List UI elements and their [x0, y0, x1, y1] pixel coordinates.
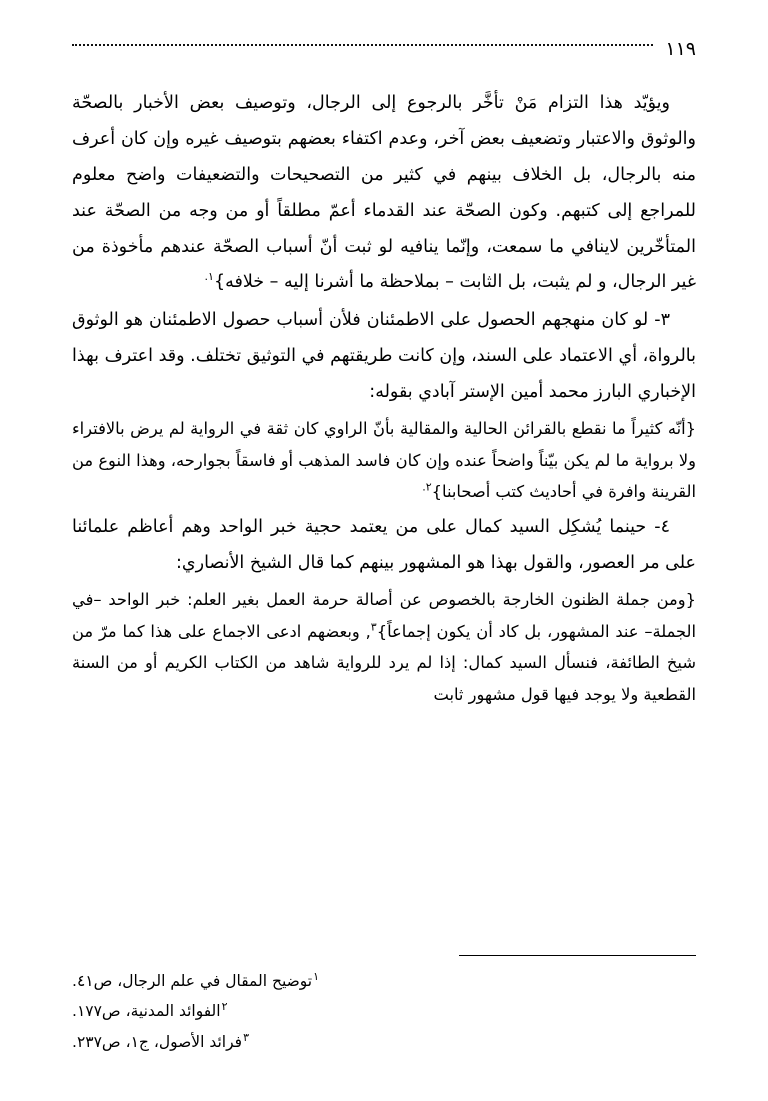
quote-1-text: {أنّه كثيراً ما نقطع بالقرائن الحالية والمقالية بأنّ الراوي كان ثقة في الرواية لم يرض بالافتراء ولا برواية ما لم يكن بيّناً واضحاً عنده وإن كان فاسد المذهب أو فاسقاً بجوارحه، وهذا النوع من القرينة وافرة في أحاديث كتب أصحابنا}	[72, 418, 696, 502]
footnote-text: الفوائد المدنية، ص١٧٧.	[72, 1002, 221, 1021]
paragraph-1-footnote-ref: ١.	[204, 270, 214, 284]
paragraph-1	[72, 86, 696, 301]
footnote-text: توضيح المقال في علم الرجال، ص٤١.	[72, 972, 313, 991]
quote-1-footnote-ref: ٢.	[422, 480, 432, 494]
footnote-text: فرائد الأصول، ج١، ص٢٣٧.	[72, 1032, 243, 1051]
paragraph-3	[72, 510, 696, 582]
footnote-item	[72, 966, 696, 996]
paragraph-4-text: , وبعضهم ادعى الاجماع على هذا كما مرّ من شيخ الطائفة، فنسأل السيد كمال: إذا لم يرد للرواية شاهد من الكتاب الكريم أو من السنة القطعية ولا يوجد فيها قول مشهور ثابت	[72, 621, 696, 705]
quote-2-footnote-ref: ٣	[370, 620, 377, 634]
page-header	[72, 38, 696, 60]
quote-2	[72, 584, 696, 711]
footnotes-section	[72, 955, 696, 1081]
paragraph-3-text: ٤- حينما يُشكِل السيد كمال على من يعتمد حجية خبر الواحد وهم أعاظم علمائنا على مر العصور، والقول بهذا هو المشهور بينهم كما قال الشيخ الأنصاري:	[72, 517, 696, 574]
footnote-separator	[459, 955, 696, 956]
page-number: ١١٩	[665, 38, 696, 60]
footnote-item	[72, 996, 696, 1026]
quote-2-text: {ومن جملة الظنون الخارجة بالخصوص عن أصالة حرمة العمل بغير العلم: خبر الواحد –في الجملة– عند المشهور، بل كاد أن يكون إجماعاً}	[72, 589, 696, 641]
footnote-mark: ٢	[221, 1000, 228, 1014]
footnote-mark: ١	[313, 969, 320, 983]
footnote-mark: ٣	[243, 1030, 250, 1044]
footnote-item	[72, 1027, 696, 1057]
paragraph-1-text: ويؤيّد هذا التزام مَنْ تأخَّر بالرجوع إلى الرجال، وتوصيف بعض الأخبار بالصحّة والوثوق والاعتبار وتضعيف بعض آخر، وعدم اكتفاء بعضهم بتوصيف غيره وإن كان أعرف منه بالرجال، بل الخلاف بينهم في كثير من التصحيحات والتضعيفات واضح معلوم للمراجع إلى كتبهم. وكون الصحّة عند القدماء أعمّ مطلقاً أو من وجه من الصحّة عند المتأخّرين لاينافي ما سمعت، وإنّما ينافيه لو ثبت أنّ أسباب الصحّة عندهم مأخوذة من غير الرجال، و لم يثبت، بل الثابت – بملاحظة ما أشرنا إليه – خلافه}	[72, 93, 696, 293]
page-body	[72, 86, 696, 713]
quote-1	[72, 413, 696, 508]
paragraph-2	[72, 303, 696, 411]
paragraph-2-text: ٣- لو كان منهجهم الحصول على الاطمئنان فلأن أسباب حصول الاطمئنان هو الوثوق بالرواة، أي الاعتماد على السند، وإن كانت طريقتهم في التوثيق تختلف. وقد اعترف بهذا الإخباري البارز محمد أمين الإستر آبادي بقوله:	[72, 310, 696, 402]
footnote-list	[72, 966, 696, 1057]
dot-leader-rule	[72, 44, 653, 46]
